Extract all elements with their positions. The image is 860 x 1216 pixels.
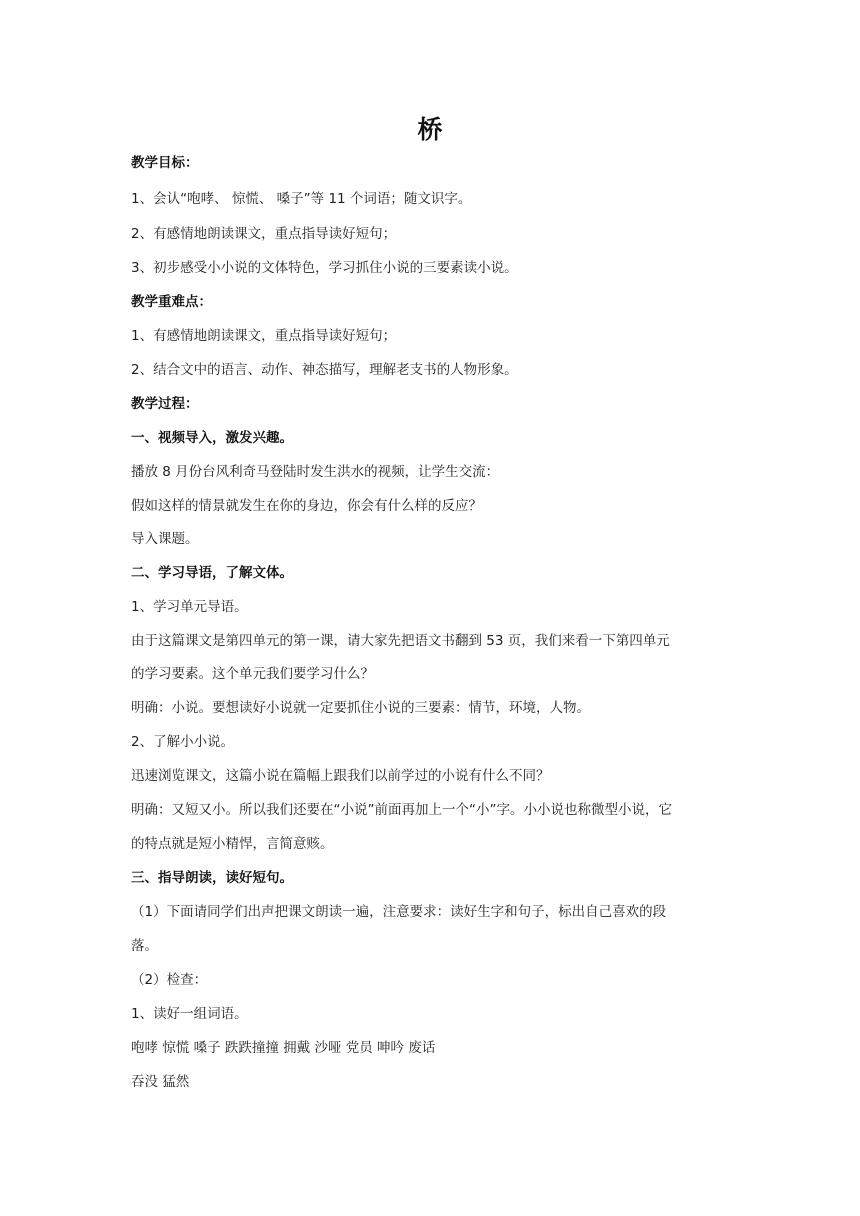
section-heading: 二、学习导语，了解文体。 [131,565,293,581]
section-heading: 一、视频导入，激发兴趣。 [131,430,293,446]
text-line: 导入课题。 [131,531,199,547]
section-heading: 教学过程： [131,396,199,412]
text-line: 由于这篇课文是第四单元的第一课，请大家先把语文书翻到 53 页，我们来看一下第四单元 [131,633,670,649]
text-line: 落。 [131,938,158,954]
text-line: 2、结合文中的语言、动作、神态描写，理解老支书的人物形象。 [131,362,518,378]
text-line: 1、会认“咆哮、 惊慌、 嗓子”等 11 个词语；随文识字。 [131,191,472,207]
text-line: 假如这样的情景就发生在你的身边，你会有什么样的反应？ [131,498,482,514]
text-line: （1）下面请同学们出声把课文朗读一遍，注意要求：读好生字和句子，标出自己喜欢的段 [131,904,667,920]
text-line: 明确：小说。要想读好小说就一定要抓住小说的三要素：情节，环境，人物。 [131,700,590,716]
text-line: 3、初步感受小小说的文体特色，学习抓住小说的三要素读小说。 [131,260,518,276]
text-line: 咆哮 惊慌 嗓子 跌跌撞撞 拥戴 沙哑 党员 呻吟 废话 [131,1040,436,1056]
text-line: 2、了解小小说。 [131,734,235,750]
document-title: 桥 [417,115,443,144]
text-line: 明确：又短又小。所以我们还要在“小说”前面再加上一个“小”字。小小说也称微型小说，它 [131,802,672,818]
text-line: 的特点就是短小精悍，言简意赅。 [131,836,334,852]
section-heading: 教学目标： [131,155,199,171]
section-heading: 三、指导朗读，读好短句。 [131,870,293,886]
text-line: 2、有感情地朗读课文，重点指导读好短句； [131,226,397,242]
text-line: 播放 8 月份台风利奇马登陆时发生洪水的视频，让学生交流： [131,464,500,480]
text-line: 迅速浏览课文，这篇小说在篇幅上跟我们以前学过的小说有什么不同？ [131,768,550,784]
text-line: （2）检查： [131,972,208,988]
text-line: 的学习要素。这个单元我们要学习什么？ [131,666,374,682]
text-line: 吞没 猛然 [131,1074,190,1090]
text-line: 1、读好一组词语。 [131,1006,248,1022]
text-line: 1、学习单元导语。 [131,599,248,615]
text-line: 1、有感情地朗读课文，重点指导读好短句； [131,328,397,344]
section-heading: 教学重难点： [131,294,212,310]
